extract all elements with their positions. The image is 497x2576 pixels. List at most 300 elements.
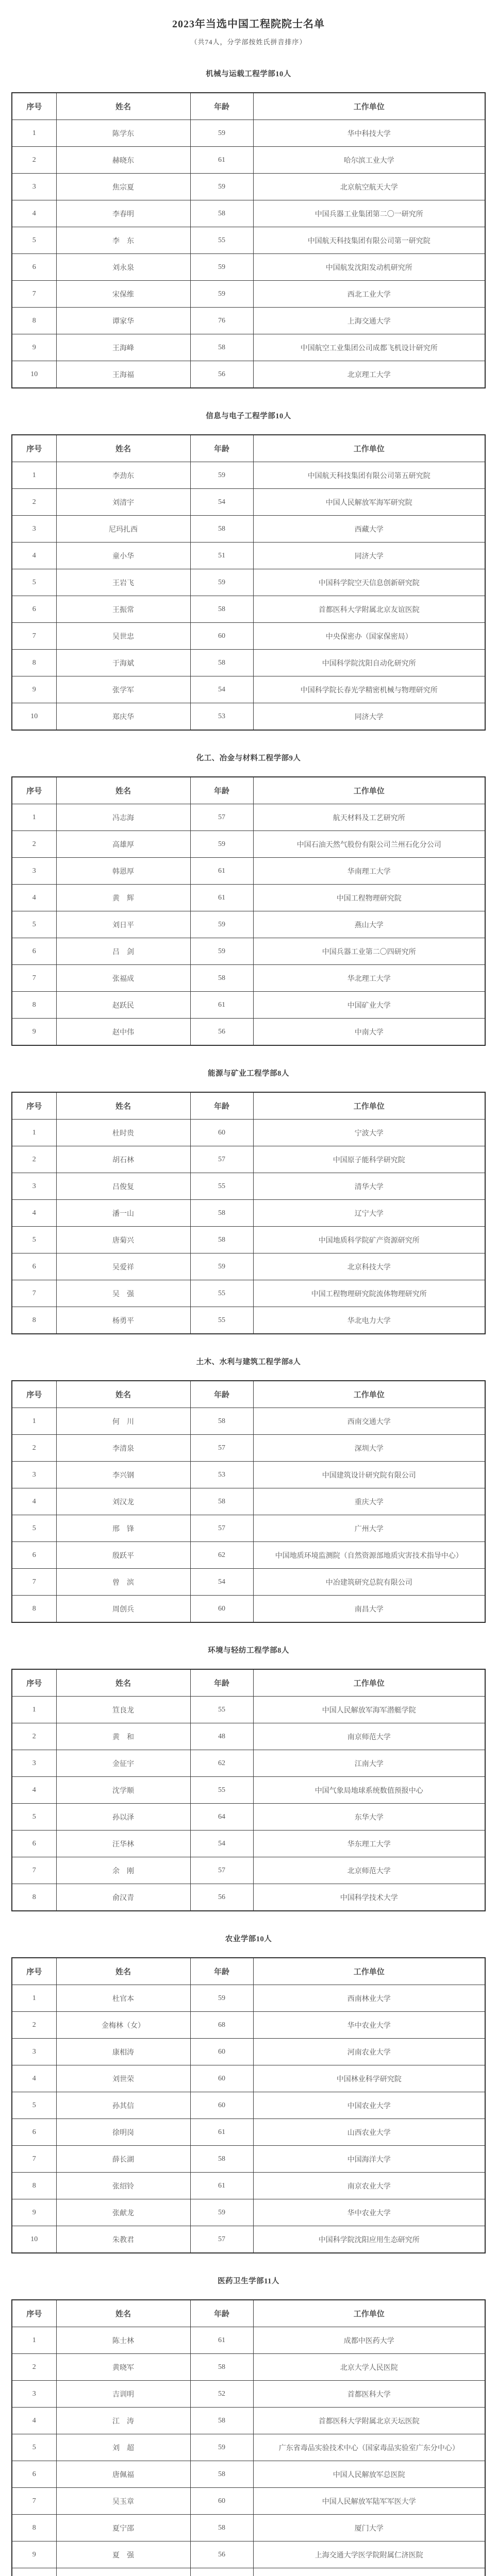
cell-org: 深圳大学 [253,1435,485,1462]
cell-org: 中国人民解放军海军潜艇学院 [253,1697,485,1723]
cell-name: 吴玉章 [56,2488,190,2515]
cell-age: 59 [190,831,253,858]
table-row [12,676,485,703]
column-header-org: 工作单位 [253,1092,485,1120]
cell-age: 57 [190,804,253,831]
cell-index: 1 [12,462,56,489]
table-row [12,2327,485,2354]
cell-age: 57 [190,2226,253,2253]
table-row [12,516,485,543]
cell-age: 55 [190,1307,253,1334]
cell-org: 北京航空航天大学 [253,174,485,200]
cell-age: 54 [190,1569,253,1596]
cell-name: 尼玛扎西 [56,516,190,543]
cell-index: 8 [12,2173,56,2199]
table-row [12,227,485,254]
cell-age: 59 [190,1253,253,1280]
table-row [12,1750,485,1777]
table-row [12,489,485,516]
cell-org: 中国人民解放军总医院 [253,2461,485,2488]
column-header-name: 姓名 [56,1381,190,1408]
cell-org: 清华大学 [253,1173,485,1200]
cell-name: 李清泉 [56,1435,190,1462]
column-header-index: 序号 [12,777,56,804]
column-header-name: 姓名 [56,777,190,804]
cell-org: 同济大学 [253,543,485,569]
cell-index: 3 [12,2381,56,2408]
cell-name: 夏 强 [56,2541,190,2568]
cell-name: 吴 强 [56,1280,190,1307]
cell-age: 58 [190,1488,253,1515]
cell-name: 唐佩福 [56,2461,190,2488]
table-row [12,1596,485,1623]
header-row [12,2300,485,2327]
column-header-age: 年龄 [190,777,253,804]
cell-age: 60 [190,1596,253,1623]
cell-index: 8 [12,992,56,1019]
cell-name: 黄 辉 [56,885,190,911]
cell-index: 5 [12,1227,56,1253]
cell-age: 53 [190,1462,253,1488]
column-header-name: 姓名 [56,2300,190,2327]
cell-age: 60 [190,623,253,650]
cell-name: 赫晓东 [56,147,190,174]
cell-org: 华东理工大学 [253,1831,485,1857]
cell-name: 金征宇 [56,1750,190,1777]
cell-org: 河南农业大学 [253,2039,485,2065]
cell-org: 航天材料及工艺研究所 [253,804,485,831]
cell-index: 5 [12,2434,56,2461]
table-row [12,2012,485,2039]
cell-name: 汪华林 [56,1831,190,1857]
cell-age: 58 [190,1200,253,1227]
cell-org: 中国工程物理研究院流体物理研究所 [253,1280,485,1307]
table-row [12,858,485,885]
cell-name: 吴世忠 [56,623,190,650]
table-row [12,543,485,569]
cell-name: 胡石林 [56,1146,190,1173]
table-row [12,1280,485,1307]
column-header-name: 姓名 [56,1669,190,1697]
cell-index: 6 [12,2119,56,2146]
cell-index: 7 [12,965,56,992]
table-row [12,2568,485,2576]
discipline-section [0,2275,497,2576]
cell-name: 朱教君 [56,2226,190,2253]
cell-name: 谭家华 [56,308,190,334]
table-row [12,911,485,938]
table-row [12,1146,485,1173]
column-header-age: 年龄 [190,1958,253,1985]
table-row [12,1173,485,1200]
column-header-index: 序号 [12,1381,56,1408]
table-row [12,2092,485,2119]
cell-name: 孙其信 [56,2092,190,2119]
cell-age: 61 [190,858,253,885]
cell-org: 辽宁大学 [253,1200,485,1227]
cell-age: 61 [190,147,253,174]
cell-name: 陈士林 [56,2327,190,2354]
table-row [12,1462,485,1488]
cell-age: 59 [190,120,253,147]
cell-name: 杜时贵 [56,1120,190,1146]
cell-name: 殷跃平 [56,1542,190,1569]
cell-org: 中国农业大学 [253,2092,485,2119]
cell-org: 中冶建筑研究总院有限公司 [253,1569,485,1596]
cell-org: 中国人民解放军陆军军医大学 [253,2488,485,2515]
section-title: 能源与矿业工程学部8人 [0,1067,497,1078]
cell-index: 5 [12,1515,56,1542]
table-row [12,281,485,308]
cell-name: 刘日平 [56,911,190,938]
cell-org: 西北工业大学 [253,281,485,308]
cell-age: 56 [190,361,253,388]
column-header-index: 序号 [12,1958,56,1985]
cell-name: 沈学顺 [56,1777,190,1804]
table-row [12,650,485,676]
cell-age: 58 [190,2146,253,2173]
cell-org: 中国矿业大学 [253,992,485,1019]
cell-org: 北京理工大学 [253,361,485,388]
cell-age: 55 [190,1173,253,1200]
cell-name: 吕 剑 [56,938,190,965]
table-row [12,334,485,361]
page-subtitle: （共74人，分学部按姓氏拼音排序） [0,37,497,46]
cell-index: 10 [12,2226,56,2253]
cell-age: 60 [190,2039,253,2065]
cell-index: 4 [12,1488,56,1515]
cell-name: 刘 超 [56,2434,190,2461]
cell-org: 华中科技大学 [253,120,485,147]
cell-age: 55 [190,1777,253,1804]
cell-index: 7 [12,1280,56,1307]
cell-org: 上海交通大学 [253,308,485,334]
cell-org: 中国科学院沈阳应用生态研究所 [253,2226,485,2253]
roster-table [11,1957,486,2253]
column-header-age: 年龄 [190,1669,253,1697]
cell-age: 58 [190,334,253,361]
cell-age: 59 [190,254,253,281]
column-header-age: 年龄 [190,1381,253,1408]
cell-org: 中国原子能科学研究院 [253,1146,485,1173]
cell-org: 华北理工大学 [253,965,485,992]
cell-age: 58 [190,965,253,992]
cell-name: 李兴钢 [56,1462,190,1488]
header-row [12,1669,485,1697]
table-row [12,2434,485,2461]
cell-age: 57 [190,1146,253,1173]
cell-org: 南昌大学 [253,1596,485,1623]
column-header-name: 姓名 [56,435,190,462]
cell-org: 中国地质环境监测院（自然资源部地质灾害技术指导中心） [253,1542,485,1569]
cell-index: 10 [12,703,56,731]
cell-age: 59 [190,1985,253,2012]
cell-age: 68 [190,2012,253,2039]
cell-age: 54 [190,676,253,703]
cell-index: 6 [12,1831,56,1857]
table-row [12,120,485,147]
table-row [12,147,485,174]
cell-name [56,2568,190,2576]
cell-name: 王海峰 [56,334,190,361]
table-row [12,1542,485,1569]
cell-age: 55 [190,1697,253,1723]
column-header-age: 年龄 [190,1092,253,1120]
cell-org: 东华大学 [253,1804,485,1831]
header-row [12,1092,485,1120]
cell-index: 1 [12,1985,56,2012]
cell-age: 59 [190,462,253,489]
cell-name: 笪良龙 [56,1697,190,1723]
cell-index: 2 [12,1146,56,1173]
cell-age: 59 [190,2199,253,2226]
column-header-name: 姓名 [56,1958,190,1985]
cell-index: 6 [12,2461,56,2488]
cell-name: 韩恩厚 [56,858,190,885]
table-row [12,831,485,858]
cell-org: 中国兵器工业集团第二〇一研究所 [253,200,485,227]
cell-index: 8 [12,1307,56,1334]
column-header-name: 姓名 [56,1092,190,1120]
cell-index: 5 [12,2092,56,2119]
table-row [12,1515,485,1542]
roster-table [11,1092,486,1334]
cell-index: 8 [12,308,56,334]
cell-index [12,2568,56,2576]
cell-age: 60 [190,2488,253,2515]
cell-index: 1 [12,1697,56,1723]
cell-name: 邢 锋 [56,1515,190,1542]
cell-org: 中国地质科学院矿产资源研究所 [253,1227,485,1253]
cell-index: 1 [12,1408,56,1435]
page-title: 2023年当选中国工程院院士名单 [0,15,497,30]
discipline-section [0,1933,497,2253]
cell-index: 4 [12,1777,56,1804]
cell-org: 首都医科大学附属北京天坛医院 [253,2408,485,2434]
table-row [12,1777,485,1804]
cell-age: 58 [190,2515,253,2541]
table-row [12,2488,485,2515]
column-header-org: 工作单位 [253,1669,485,1697]
table-row [12,2226,485,2253]
table-row [12,1831,485,1857]
cell-index: 4 [12,885,56,911]
table-row [12,2146,485,2173]
cell-index: 9 [12,2541,56,2568]
cell-index: 9 [12,2199,56,2226]
column-header-name: 姓名 [56,93,190,120]
table-row [12,2408,485,2434]
cell-age: 59 [190,281,253,308]
cell-name: 周创兵 [56,1596,190,1623]
section-title: 医药卫生学部11人 [0,2275,497,2286]
cell-org: 中国人民解放军海军研究院 [253,489,485,516]
cell-age: 59 [190,174,253,200]
table-row [12,2515,485,2541]
cell-index: 1 [12,120,56,147]
cell-age: 52 [190,2381,253,2408]
cell-index: 7 [12,1569,56,1596]
column-header-org: 工作单位 [253,777,485,804]
cell-age: 57 [190,1857,253,1884]
discipline-section [0,410,497,731]
cell-name: 李春明 [56,200,190,227]
cell-name: 江 涛 [56,2408,190,2434]
cell-age: 59 [190,2434,253,2461]
table-row [12,1435,485,1462]
cell-name: 徐明岗 [56,2119,190,2146]
roster-table [11,1380,486,1623]
discipline-section [0,1645,497,1911]
cell-name: 张福成 [56,965,190,992]
cell-age: 57 [190,1515,253,1542]
table-row [12,703,485,731]
cell-org: 中国兵器工业第二〇四研究所 [253,938,485,965]
roster-table [11,92,486,388]
section-title: 化工、冶金与材料工程学部9人 [0,752,497,763]
cell-age: 61 [190,2327,253,2354]
roster-table [11,434,486,731]
cell-index: 7 [12,1857,56,1884]
cell-name: 吕俊复 [56,1173,190,1200]
table-row [12,2199,485,2226]
cell-name: 陈学东 [56,120,190,147]
cell-org: 中国科学院沈阳自动化研究所 [253,650,485,676]
cell-index: 4 [12,2408,56,2434]
cell-org: 华中农业大学 [253,2012,485,2039]
cell-age: 58 [190,596,253,623]
cell-age: 57 [190,1435,253,1462]
cell-index: 10 [12,361,56,388]
header-row [12,93,485,120]
cell-index: 7 [12,281,56,308]
table-row [12,569,485,596]
cell-index: 8 [12,650,56,676]
cell-org: 哈尔滨工业大学 [253,147,485,174]
cell-org: 中国海洋大学 [253,2146,485,2173]
cell-name: 吴爱祥 [56,1253,190,1280]
cell-org: 北京师范大学 [253,1857,485,1884]
cell-name: 康相涛 [56,2039,190,2065]
cell-name: 刘清宇 [56,489,190,516]
cell-age: 54 [190,489,253,516]
cell-age: 55 [190,227,253,254]
table-row [12,885,485,911]
cell-age: 58 [190,516,253,543]
cell-org: 中国科学院空天信息创新研究院 [253,569,485,596]
cell-age: 58 [190,1227,253,1253]
cell-index: 2 [12,147,56,174]
cell-org: 上海交通大学医学院附属仁济医院 [253,2541,485,2568]
cell-age: 56 [190,2541,253,2568]
cell-org [253,2568,485,2576]
cell-index: 5 [12,1804,56,1831]
cell-age: 59 [190,938,253,965]
cell-age: 51 [190,543,253,569]
table-row [12,1488,485,1515]
section-title: 土木、水利与建筑工程学部8人 [0,1356,497,1367]
cell-org: 南京农业大学 [253,2173,485,2199]
cell-name: 孙以泽 [56,1804,190,1831]
column-header-org: 工作单位 [253,2300,485,2327]
cell-name: 王海福 [56,361,190,388]
cell-org: 中国航发沈阳发动机研究所 [253,254,485,281]
cell-age: 60 [190,2092,253,2119]
cell-index: 3 [12,174,56,200]
cell-index: 4 [12,2065,56,2092]
cell-index: 4 [12,1200,56,1227]
header-row [12,1958,485,1985]
cell-index: 1 [12,1120,56,1146]
table-row [12,361,485,388]
cell-age: 62 [190,1542,253,1569]
cell-name: 赵中伟 [56,1019,190,1046]
cell-age: 64 [190,1804,253,1831]
cell-org: 南京师范大学 [253,1723,485,1750]
column-header-org: 工作单位 [253,435,485,462]
cell-name: 童小华 [56,543,190,569]
cell-name: 余 刚 [56,1857,190,1884]
column-header-index: 序号 [12,1669,56,1697]
cell-index: 9 [12,334,56,361]
table-row [12,1408,485,1435]
cell-name: 刘世荣 [56,2065,190,2092]
cell-name: 杨勇平 [56,1307,190,1334]
cell-org: 华中农业大学 [253,2199,485,2226]
cell-name: 张学军 [56,676,190,703]
cell-name: 冯志海 [56,804,190,831]
cell-age: 76 [190,308,253,334]
cell-age: 58 [190,2354,253,2381]
column-header-index: 序号 [12,93,56,120]
cell-name: 高雄厚 [56,831,190,858]
cell-index: 9 [12,1019,56,1046]
cell-name: 黄 和 [56,1723,190,1750]
column-header-age: 年龄 [190,2300,253,2327]
table-row [12,308,485,334]
cell-org: 西南交通大学 [253,1408,485,1435]
table-row [12,2039,485,2065]
cell-age: 58 [190,200,253,227]
column-header-org: 工作单位 [253,1958,485,1985]
cell-name: 郑庆华 [56,703,190,731]
table-row [12,1227,485,1253]
column-header-age: 年龄 [190,93,253,120]
cell-age: 53 [190,703,253,731]
roster-table [11,2299,486,2576]
cell-index: 6 [12,254,56,281]
cell-index: 7 [12,623,56,650]
cell-org: 北京科技大学 [253,1253,485,1280]
cell-index: 3 [12,1750,56,1777]
cell-index: 2 [12,831,56,858]
cell-index: 6 [12,1542,56,1569]
cell-name: 李劲东 [56,462,190,489]
table-row [12,2065,485,2092]
cell-org: 中国气象局地球系统数值预报中心 [253,1777,485,1804]
cell-age: 62 [190,1750,253,1777]
table-row [12,1200,485,1227]
cell-index: 4 [12,543,56,569]
column-header-index: 序号 [12,435,56,462]
cell-age: 58 [190,2408,253,2434]
cell-name: 金梅林（女） [56,2012,190,2039]
cell-org: 同济大学 [253,703,485,731]
table-row [12,1985,485,2012]
cell-age: 61 [190,992,253,1019]
table-row [12,1253,485,1280]
column-header-age: 年龄 [190,435,253,462]
